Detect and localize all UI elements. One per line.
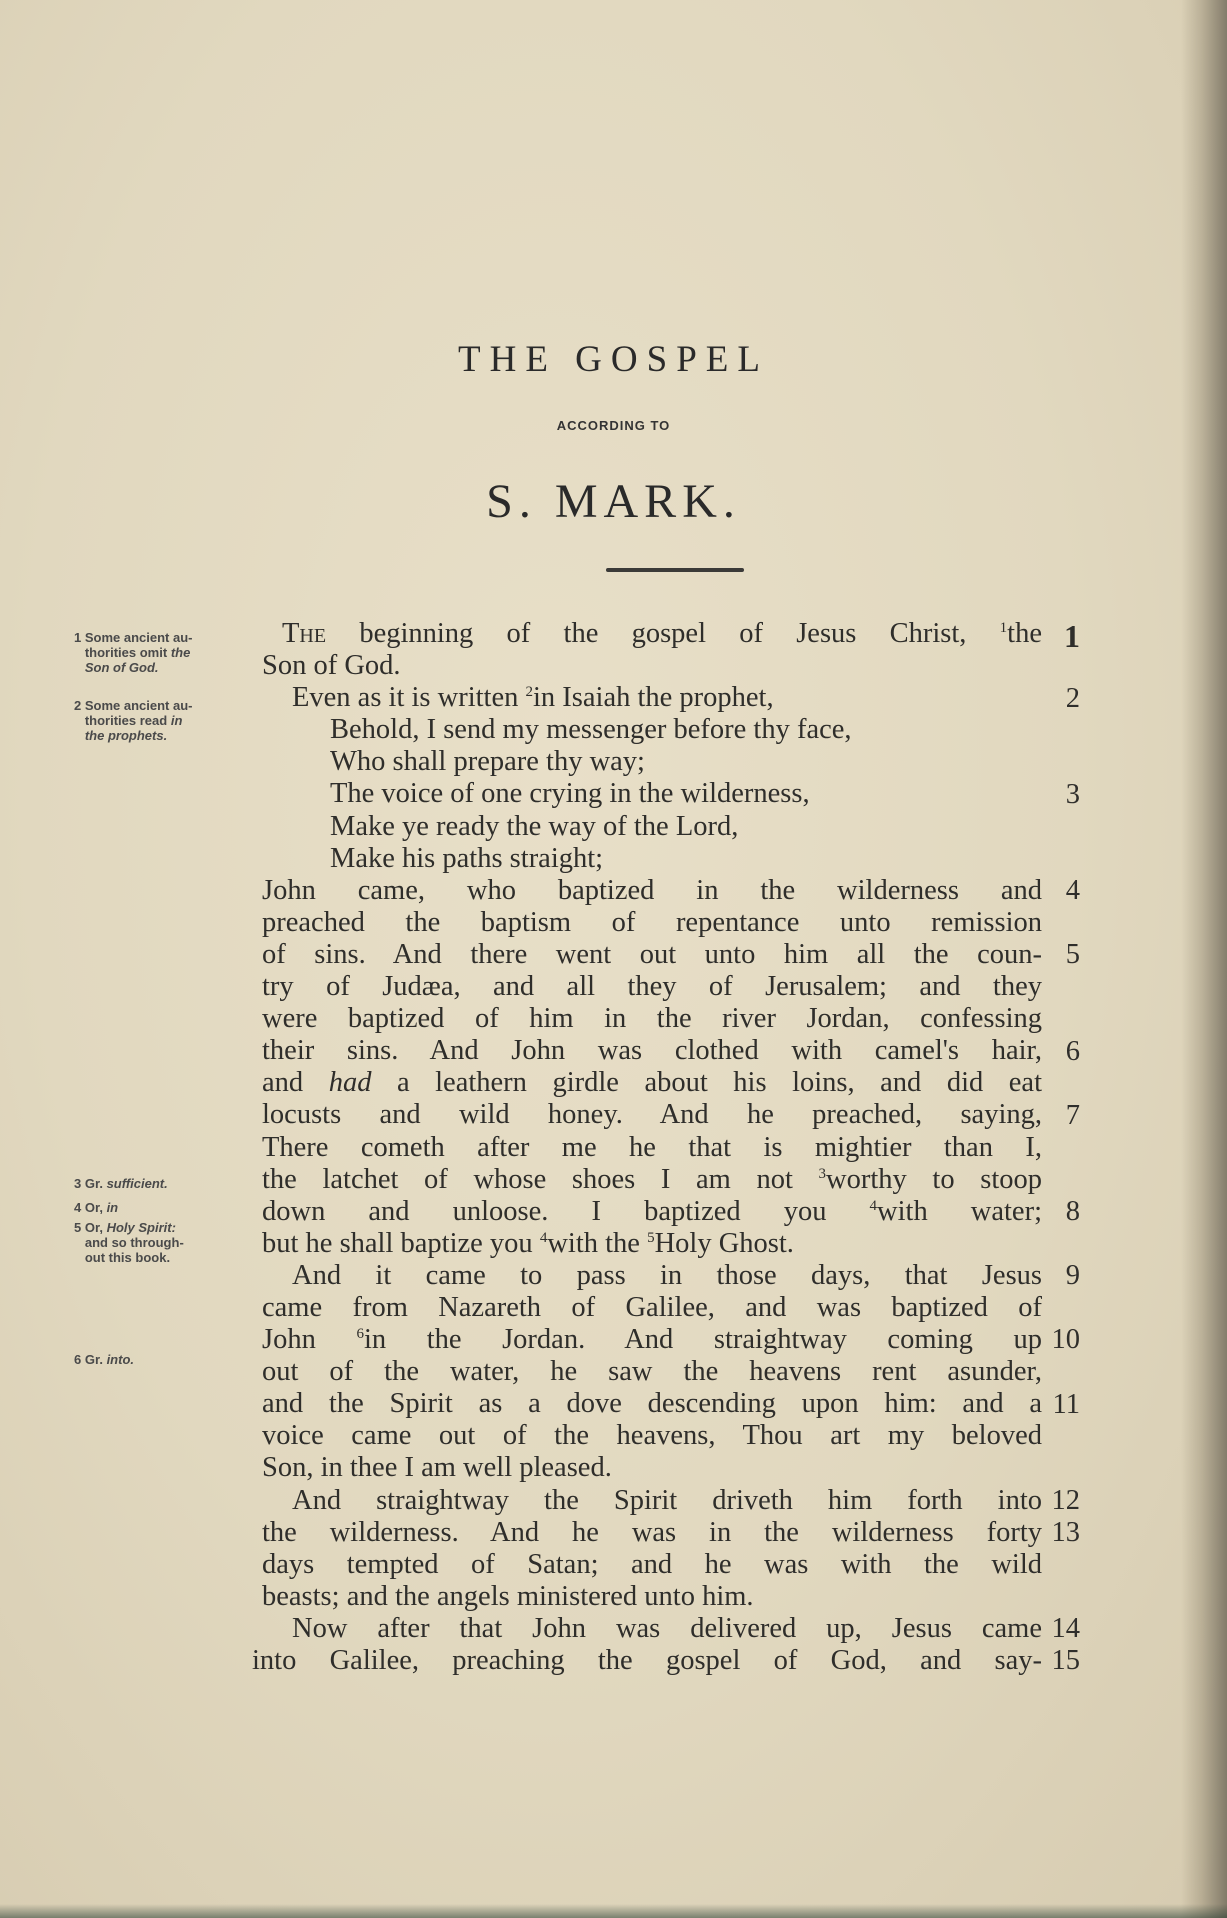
verse-number: 6 <box>1065 1036 1080 1067</box>
text-line: Make his paths straight; <box>330 842 604 874</box>
text-line: and the Spirit as a dove descending upon him: and a <box>262 1388 1042 1420</box>
text-line: were baptized of him in the river Jordan, confessing <box>262 1003 1042 1035</box>
text-line: Make ye ready the way of the Lord, <box>330 810 739 842</box>
title-rule <box>606 568 744 572</box>
verse-number: 15 <box>1051 1645 1080 1676</box>
text-line: their sins. And John was clothed with camel's hair, <box>262 1035 1042 1067</box>
margin-note-6: 6 Gr. into. <box>74 1352 134 1367</box>
text-line: John came, who baptized in the wilderness and <box>262 874 1042 906</box>
text-line: into Galilee, preaching the gospel of God, and say- <box>252 1645 1042 1676</box>
text-line: The beginning of the gospel of Jesus Christ, $^1$the <box>282 618 1042 649</box>
verse-number: 2 <box>1065 683 1080 714</box>
text-line: Son of God. <box>262 650 401 682</box>
verse-number: 12 <box>1051 1485 1080 1516</box>
text-line: And straightway the Spirit driveth him forth into <box>292 1484 1042 1516</box>
verse-number: 3 <box>1065 779 1080 810</box>
verse-number: 11 <box>1052 1389 1080 1420</box>
text-line: Now after that John was delivered up, Jesus came <box>292 1612 1042 1644</box>
verse-number: 5 <box>1065 939 1080 970</box>
verse-number: 9 <box>1065 1260 1080 1291</box>
verse-number: 4 <box>1065 875 1080 906</box>
text-line: And it came to pass in those days, that Jesus <box>292 1259 1042 1291</box>
text-line: but he shall baptize you $^4$with the $^5$Holy Ghost. <box>262 1227 794 1259</box>
book-name: S. MARK. <box>486 475 741 528</box>
margin-note-3: 3 Gr. sufficient. <box>74 1176 168 1191</box>
text-line: preached the baptism of repentance unto remission <box>262 906 1042 938</box>
margin-note-5: 5 Or, Holy Spirit: and so through- out this book. <box>74 1220 184 1265</box>
text-line: Behold, I send my messenger before thy face, <box>330 714 852 746</box>
text-line: Son, in thee I am well pleased. <box>262 1452 612 1484</box>
verse-number: 7 <box>1065 1100 1080 1131</box>
verse-number: 1 <box>1064 618 1080 654</box>
verse-number: 8 <box>1065 1196 1080 1227</box>
text-line: out of the water, he saw the heavens rent asunder, <box>262 1356 1042 1388</box>
verse-number: 10 <box>1051 1324 1080 1355</box>
margin-note-1: 1 Some ancient au- thorities omit the Son of God. <box>74 630 193 675</box>
margin-note-2: 2 Some ancient au- thorities read in the prophets. <box>74 698 193 743</box>
text-line: Even as it is written $^2$in Isaiah the prophet, <box>292 682 774 714</box>
scripture-text <box>252 618 1043 1677</box>
text-line: came from Nazareth of Galilee, and was baptized of <box>262 1291 1042 1323</box>
text-line: locusts and wild honey. And he preached, saying, <box>262 1099 1042 1131</box>
text-line: There cometh after me he that is mightier than I, <box>262 1131 1042 1163</box>
text-line: The voice of one crying in the wilderness, <box>330 778 810 810</box>
text-line: voice came out of the heavens, Thou art my beloved <box>262 1420 1042 1452</box>
text-line: of sins. And there went out unto him all the coun- <box>262 938 1042 970</box>
verse-number: 14 <box>1051 1613 1080 1644</box>
text-line: days tempted of Satan; and he was with the wild <box>262 1548 1042 1580</box>
text-line: John $^6$in the Jordan. And straightway coming up <box>262 1324 1043 1356</box>
text-line: down and unloose. I baptized you $^4$with water; <box>262 1195 1042 1227</box>
text-line: the wilderness. And he was in the wilderness forty <box>262 1516 1042 1548</box>
text-line: and had a leathern girdle about his loins, and did eat <box>262 1067 1042 1099</box>
text-line: beasts; and the angels ministered unto him. <box>262 1580 754 1612</box>
book-title: THE GOSPEL <box>458 339 769 380</box>
text-line: the latchet of whose shoes I am not $^3$worthy to stoop <box>262 1163 1042 1195</box>
text-line: try of Judæa, and all they of Jerusalem; and they <box>262 971 1042 1003</box>
book-subtitle: ACCORDING TO <box>556 418 671 433</box>
margin-note-4: 4 Or, in <box>74 1200 119 1215</box>
page-edge-shadow <box>1181 0 1227 1918</box>
text-line: Who shall prepare thy way; <box>330 746 645 778</box>
verse-number: 13 <box>1051 1517 1080 1548</box>
page-bottom-edge <box>0 1904 1227 1918</box>
